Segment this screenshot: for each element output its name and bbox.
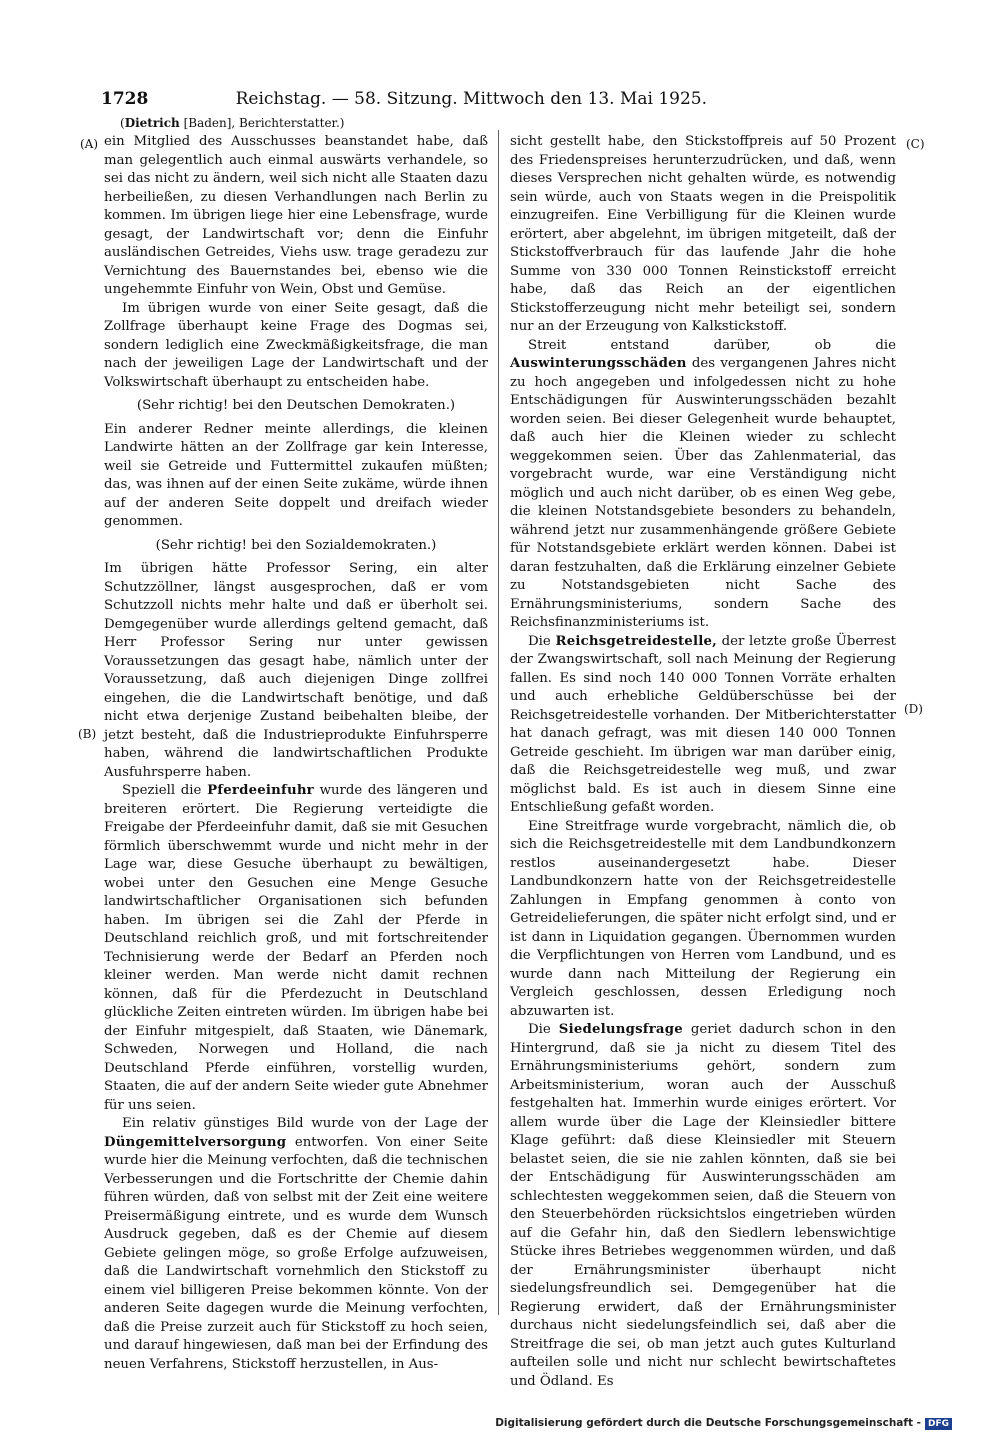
paragraph: [104, 782, 488, 1115]
paragraph: Eine Streitfrage wurde vorgebracht, nämlich die, ob sich die Reichsgetreidestelle mit dem Landbundkonzern restlos auseinandergesetzt habe. Dieser Landbundkonzern hatte von der Reichsgetreidestelle Zahlungen in Empfang genommen à conto von Getreidelieferungen, die später nicht erfolgt sind, und er ist dann in Liquidation gegangen. Übernommen wurden die Verpflichtungen von Herren vom Landbund, und es wurde dann nach Mitteilung der Regierung ein Vergleich geschlossen, dessen Erledigung noch abzuwarten ist.: [510, 818, 896, 1019]
topic-keyword: Pferdeeinfuhr: [207, 783, 314, 798]
footer-credit: [495, 1417, 952, 1430]
margin-mark-d: (D): [904, 702, 923, 716]
paragraph: [510, 633, 896, 818]
text-run: wurde des längeren und breiteren erörtert. Die Regierung verteidigte die Freigabe der Pferdeeinfuhr damit, daß sie mit Gesuchen förmlich überschwemmt wurde und nicht mehr in der Lage war, diese Gesuche überhaupt zu bewältigen, wobei unter den Gesuchen eine Menge Gesuche landwirtschaftlicher Organisationen sich befunden haben. Im übrigen sei die Zahl der Pferde in Deutschland reichlich groß, und mit fortschreitender Technisierung werde der Bedarf an Pferden noch kleiner werden. Man werde nicht damit rechnen können, daß für die Pferdezucht in Deutschland glückliche Zeiten eintreten würden. Im übrigen habe bei der Einfuhr mitgespielt, daß Staaten, wie Dänemark, Schweden, Norwegen und Holland, die nach Deutschland Pferde einführen, vorstellig wurden, Staaten, die auf der andern Seite wieder gute Abnehmer für uns seien.: [104, 783, 489, 1113]
text-run: Die: [528, 633, 551, 649]
speaker-role: [Baden], Berichterstatter.): [183, 116, 345, 130]
topic-keyword: Düngemittelversorgung: [104, 1134, 287, 1150]
topic-keyword: Siedelungsfrage: [558, 1022, 683, 1037]
topic-keyword: Auswinterungsschäden: [510, 356, 687, 371]
interjection: (Sehr richtig! bei den Deutschen Demokraten.): [136, 398, 456, 413]
page-number: 1728: [101, 89, 149, 109]
text-run: geriet dadurch schon in den Hintergrund, daß sie ja nicht zu diesem Titel des Ernährungsministeriums gehört, sondern zum Arbeitsministerium, woran auch der Ausschuß festgehalten hat. Immerhin wurde einiges erörtert. Vor allem wurde über die Lage der Kleinsiedler bittere Klage geführt: daß diese Kleinsiedler mit Steuern belastet seien, die sie nie zahlen könnten, daß sie bei der Entschädigung für Auswinterungsschäden am schlechtesten weggekommen seien, daß die Steuern von den Steuerbehörden rücksichtslos eingetrieben würden auf die Gefahr hin, daß den Siedlern lebenswichtige Stücke ihres Betriebes weggenommen würden, und daß der Ernährungsminister überhaupt nicht siedelungsfreundlich sei. Demgegenüber hat die Regierung erwidert, daß der Ernährungsminister durchaus nicht siedelungsfeindlich sei, daß aber die Streitfrage die sei, ob man jetzt auch gutes Kulturland aufteilen solle und nicht nur schlecht bewirtschaftetes und Ödland. Es: [510, 1022, 896, 1389]
paragraph: sicht gestellt habe, den Stickstoffpreis auf 50 Prozent des Friedenspreises herunterzudrücken, und daß, wenn dieses Versprechen nicht gehalten würde, es notwendig sein würde, auch von Staats wegen in die Preispolitik einzugreifen. Eine Verbilligung für die Kleinen wurde erörtert, aber abgelehnt, im übrigen mitgeteilt, daß der Stickstoffverbrauch für das laufende Jahr die hohe Summe von 330 000 Tonnen Reinstickstoff erreicht habe, daß das Reich an der eigentlichen Stickstofferzeugung nicht mehr beteiligt sei, sondern nur an der Erzeugung von Kalkstickstoff.: [510, 134, 896, 334]
margin-mark-c: (C): [906, 137, 925, 151]
column-divider: [498, 130, 499, 1315]
dfg-logo[interactable]: DFG: [925, 1418, 952, 1430]
topic-keyword: Reichsgetreidestelle,: [555, 633, 717, 649]
speaker-line: (Dietrich [Baden], Berichterstatter.): [120, 116, 345, 130]
text-run: entworfen. Von einer Seite wurde hier die Meinung verfochten, daß die technischen Verbesserungen und die Fortschritte der Chemie dahin führen würden, daß von selbst mit der Zeit eine weitere Preisermäßigung eintrete, und es wurde dem Wunsch Ausdruck gegeben, daß es der Chemie auf diesem Gebiete gelingen möge, so große Erfolge aufzuweisen, daß die Landwirtschaft vornehmlich den Stickstoff zu einem viel billigeren Preise bekommen könnte. Von der anderen Seite dagegen wurde die Meinung verfochten, daß die Preise zurzeit auch für Stickstoff zu hoch seien, und darauf hingewiesen, daß man bei der Erfindung des neuen Verfahrens, Stickstoff herzustellen, in Aus-: [104, 1134, 488, 1372]
paragraph: [510, 337, 896, 633]
running-title: Reichstag. — 58. Sitzung. Mittwoch den 13. Mai 1925.: [235, 89, 707, 109]
text-run: Ein relativ günstiges Bild wurde von der Lage der: [122, 1116, 488, 1131]
left-column: [104, 133, 488, 1374]
text-run: des vergangenen Jahres nicht zu hoch angegeben und infolgedessen nicht zu hohe Entschädigungen für Auswinterungsschäden bezahlt worden seien. Bei dieser Gelegenheit wurde behauptet, daß auch hier die Kleinen wieder zu schlecht weggekommen seien. Über das Zahlenmaterial, das vorgebracht wurde, war eine Verständigung nicht möglich und auch nicht darüber, ob es einen Weg gebe, die kleinen Notstandsgebiete besonders zu behandeln, während jetzt nur zusammenhängende größere Gebiete für Notstandsgebiete erklärt werden können. Dabei ist daran festzuhalten, daß die Erklärung einzelner Gebiete zu Notstandsgebieten nicht Sache des Ernährungsministeriums, sondern Sache des Reichsfinanzministeriums ist.: [510, 356, 896, 630]
paragraph: Im übrigen wurde von einer Seite gesagt, daß die Zollfrage überhaupt keine Frage des Dogmas sei, sondern lediglich eine Zweckmäßigkeitsfrage, die man nach der jeweiligen Lage der Landwirtschaft und der Volkswirtschaft überhaupt zu entscheiden habe.: [104, 300, 488, 390]
paragraph: Im übrigen hätte Professor Sering, ein alter Schutzzöllner, längst ausgesprochen, daß er vom Schutzzoll nichts mehr halte und daß er überholt sei. Demgegenüber wurde allerdings geltend gemacht, daß Herr Professor Sering nur unter gewissen Voraussetzungen das gesagt habe, nämlich unter der Voraussetzung, daß auch diejenigen Dinge zollfrei eingehen, die die Landwirtschaft benötige, und daß nicht etwa derjenige Zustand beibehalten bleibe, der jetzt besteht, daß die Industrieprodukte Einfuhrsperre haben, während die landwirtschaftlichen Produkte Ausfuhrsperre haben.: [104, 561, 488, 780]
paragraph: [104, 1115, 488, 1374]
page-header: [101, 89, 707, 111]
text-run: Streit entstand darüber, ob die: [528, 337, 896, 353]
margin-mark-a: (A): [80, 137, 99, 151]
right-column: [510, 133, 896, 1391]
speaker-name: Dietrich: [124, 116, 180, 130]
text-run: der letzte große Überrest der Zwangswirtschaft, soll nach Meinung der Regierung fallen. Es sind noch 140 000 Tonnen Vorräte erhalten und auch erhebliche Geldüberschüsse bei der Reichsgetreidestelle vorhanden. Der Mitberichterstatter hat danach gefragt, was mit diesen 140 000 Tonnen Getreide geschieht. Im übrigen war man darüber einig, daß die Reichsgetreidestelle weg muß, und zwar möglichst bald. Es ist auch in diesem Sinne eine Entschließung gefaßt worden.: [510, 633, 896, 815]
footer-text: Digitalisierung gefördert durch die Deutsche Forschungsgemeinschaft -: [495, 1417, 921, 1429]
paragraph: Ein anderer Redner meinte allerdings, die kleinen Landwirte hätten an der Zollfrage gar kein Interesse, weil sie Getreide und Futtermittel zukaufen müßten; das, was ihnen auf der einen Seite zukäme, würde ihnen auf der anderen Seite doppelt und dreifach wieder genommen.: [104, 421, 488, 529]
paragraph: ein Mitglied des Ausschusses beanstandet habe, daß man gelegentlich auch einmal auswärts verhandele, so sei das nicht zu ändern, weil sich nicht alle Staaten dazu herbeiließen, zu diesen Verhandlungen nach Berlin zu kommen. Im übrigen liege hier eine Lebensfrage, wurde gesagt, der Landwirtschaft vor; denn die Einfuhr ausländischen Getreides, Viehs usw. trage geradezu zur Vernichtung des Bauernstandes bei, ebenso wie die ungehemmte Einfuhr von Wein, Obst und Gemüse.: [104, 134, 488, 297]
interjection: (Sehr richtig! bei den Sozialdemokraten.): [155, 537, 437, 553]
text-run: Die: [528, 1022, 551, 1037]
margin-mark-b: (B): [78, 727, 97, 741]
paragraph: [510, 1021, 896, 1391]
text-run: Speziell die: [122, 783, 202, 798]
